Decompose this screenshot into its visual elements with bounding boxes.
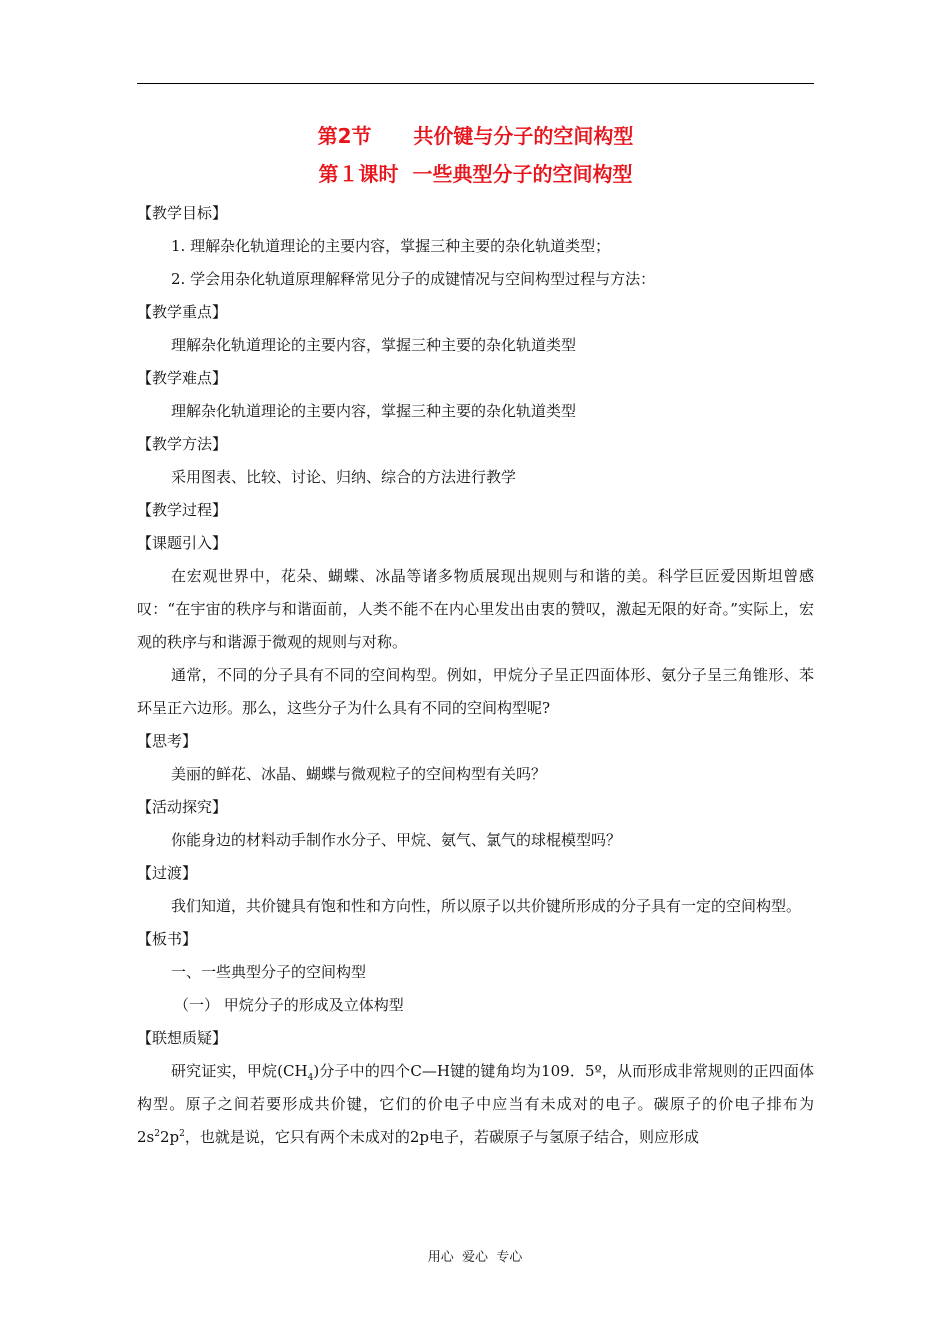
section-title: 第2节 共价键与分子的空间构型 <box>317 124 634 148</box>
think-heading: 【思考】 <box>137 732 198 750</box>
goal-item-2: 2. 学会用杂化轨道原理解释常见分子的成键情况与空间构型过程与方法： <box>171 270 656 288</box>
methane-subscript: 4 <box>307 1073 314 1083</box>
association-heading: 【联想质疑】 <box>137 1029 228 1047</box>
method-heading: 【教学方法】 <box>137 435 228 453</box>
document-body <box>137 197 814 1154</box>
goal-item-1: 1. 理解杂化轨道理论的主要内容，掌握三种主要的杂化轨道类型； <box>171 237 611 255</box>
association-text-b: )分子中的四个C—H键的键角均为109．5º，从而形成非常规则的正四面体构型。原子之间若要形成共价键，它们的价电子中应当有未成对的电子。碳原子的价电子排布为2s <box>137 1062 814 1146</box>
intro-heading: 【课题引入】 <box>137 534 228 552</box>
board-heading: 【板书】 <box>137 930 198 948</box>
association-text-d: ，也就是说，它只有两个未成对的2p电子，若碳原子与氢原子结合，则应形成 <box>184 1128 700 1146</box>
transition-text: 我们知道，共价键具有饱和性和方向性，所以原子以共价键所形成的分子具有一定的空间构型。 <box>171 897 802 915</box>
transition-heading: 【过渡】 <box>137 864 198 882</box>
s-orbital-superscript: 2 <box>154 1129 160 1139</box>
p-orbital-superscript: 2 <box>179 1129 185 1139</box>
method-text: 采用图表、比较、讨论、归纳、综合的方法进行教学 <box>171 468 517 486</box>
header-rule <box>137 83 814 84</box>
difficulty-text: 理解杂化轨道理论的主要内容，掌握三种主要的杂化轨道类型 <box>171 402 577 420</box>
difficulty-heading: 【教学难点】 <box>137 369 228 387</box>
goals-heading: 【教学目标】 <box>137 204 228 222</box>
association-paragraph <box>137 1055 814 1154</box>
activity-text: 你能身边的材料动手制作水分子、甲烷、氨气、氯气的球棍模型吗？ <box>171 831 622 849</box>
association-text-a: 研究证实，甲烷(CH <box>171 1062 308 1080</box>
lesson-title: 第１课时 一些典型分子的空间构型 <box>318 162 633 186</box>
activity-heading: 【活动探究】 <box>137 798 228 816</box>
page-footer: 用心 爱心 专心 <box>427 1250 523 1265</box>
association-text-c: 2p <box>159 1128 180 1146</box>
think-text: 美丽的鲜花、冰晶、蝴蝶与微观粒子的空间构型有关吗？ <box>171 765 547 783</box>
board-item-2: （一） 甲烷分子的形成及立体构型 <box>174 996 404 1014</box>
key-points-text: 理解杂化轨道理论的主要内容，掌握三种主要的杂化轨道类型 <box>171 336 577 354</box>
intro-paragraph-1: 在宏观世界中，花朵、蝴蝶、冰晶等诸多物质展现出规则与和谐的美。科学巨匠爱因斯坦曾感叹：“在宇宙的秩序与和谐面前，人类不能不在内心里发出由衷的赞叹，激起无限的好奇。”实际上，宏观的秩序与和谐源于微观的规则与对称。 <box>137 567 814 651</box>
key-points-heading: 【教学重点】 <box>137 303 228 321</box>
process-heading: 【教学过程】 <box>137 501 228 519</box>
board-item-1: 一、一些典型分子的空间构型 <box>171 963 367 981</box>
intro-paragraph-2: 通常，不同的分子具有不同的空间构型。例如，甲烷分子呈正四面体形、氨分子呈三角锥形、苯环呈正六边形。那么，这些分子为什么具有不同的空间构型呢? <box>137 666 814 717</box>
